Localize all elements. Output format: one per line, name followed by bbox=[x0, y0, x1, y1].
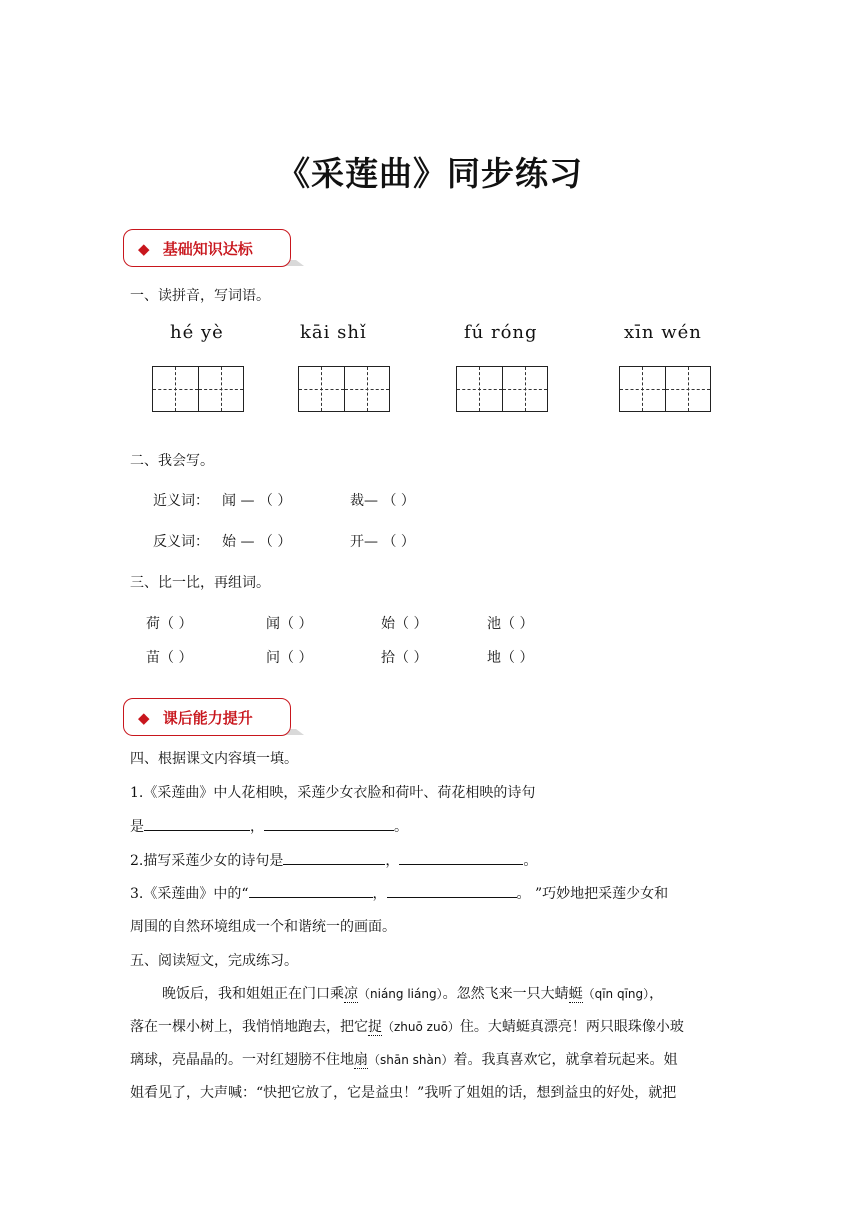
pinyin-choice[interactable]: （zhuō zuō） bbox=[382, 1020, 460, 1034]
writing-grid-1[interactable] bbox=[152, 366, 244, 412]
pinyin-1: hé yè bbox=[170, 322, 224, 343]
section-basic bbox=[123, 229, 291, 267]
answer-blank[interactable] bbox=[264, 816, 394, 831]
q4-item-3-line2: 周围的自然环境组成一个和谐统一的画面。 bbox=[130, 919, 396, 935]
q4-item-1: 1.《采莲曲》中人花相映，采莲少女衣脸和荷叶、荷花相映的诗句 bbox=[130, 785, 536, 801]
answer-blank[interactable] bbox=[144, 816, 250, 831]
pinyin-choice[interactable]: （qīn qīng） bbox=[582, 987, 650, 1001]
answer-blank[interactable] bbox=[387, 883, 517, 898]
compare-item[interactable]: 荷（ ） bbox=[146, 616, 193, 632]
pinyin-2: kāi shǐ bbox=[300, 322, 367, 343]
synonym-item-2[interactable]: 裁— （ ） bbox=[350, 493, 415, 509]
compare-item[interactable]: 拾（ ） bbox=[381, 650, 428, 666]
answer-blank[interactable] bbox=[283, 850, 385, 865]
section-basic-label: ◆ 基础知识达标 bbox=[138, 240, 253, 258]
answer-blank[interactable] bbox=[249, 883, 373, 898]
page-title: 《采莲曲》同步练习 bbox=[277, 154, 583, 193]
compare-item[interactable]: 地（ ） bbox=[487, 650, 534, 666]
compare-item[interactable]: 池（ ） bbox=[487, 616, 534, 632]
reading-line-3: 璃球，亮晶晶的。一对红翅膀不住地扇（shān shàn）着。我真喜欢它，就拿着玩起来。姐 bbox=[130, 1052, 678, 1068]
reading-line-1: 晚饭后，我和姐姐正在门口乘凉（niáng liáng）。忽然飞来一只大蜻蜓（qīn qīng）， bbox=[162, 986, 664, 1002]
antonym-item-2[interactable]: 开— （ ） bbox=[350, 534, 415, 550]
reading-line-4: 姐看见了，大声喊：“快把它放了，它是益虫！”我听了姐姐的话，想到益虫的好处，就把 bbox=[130, 1085, 677, 1101]
writing-grid-3[interactable] bbox=[456, 366, 548, 412]
synonym-label: 近义词： bbox=[153, 493, 209, 509]
question-5-heading: 五、阅读短文，完成练习。 bbox=[130, 953, 298, 969]
diamond-icon: ◆ bbox=[138, 709, 150, 727]
pinyin-3: fú róng bbox=[464, 322, 538, 343]
compare-item[interactable]: 始（ ） bbox=[381, 616, 428, 632]
section-advanced-label: ◆ 课后能力提升 bbox=[138, 709, 253, 727]
writing-grid-4[interactable] bbox=[619, 366, 711, 412]
antonym-item-1[interactable]: 始 — （ ） bbox=[222, 534, 292, 550]
reading-line-2: 落在一棵小树上，我悄悄地跑去，把它捉（zhuō zuō）住。大蜻蜓真漂亮！两只眼珠像小玻 bbox=[130, 1019, 684, 1035]
compare-item[interactable]: 苗（ ） bbox=[146, 650, 193, 666]
pinyin-choice[interactable]: （shān shàn） bbox=[368, 1053, 454, 1067]
antonym-label: 反义词： bbox=[153, 534, 209, 550]
section-advanced bbox=[123, 698, 291, 736]
target-char: 捉 bbox=[368, 1019, 382, 1035]
q4-item-3: 3.《采莲曲》中的“ ， 。 ”巧妙地把采莲少女和 bbox=[130, 883, 668, 903]
pinyin-choice[interactable]: （niáng liáng） bbox=[358, 987, 443, 1001]
compare-item[interactable]: 问（ ） bbox=[266, 650, 313, 666]
question-3-heading: 三、比一比，再组词。 bbox=[130, 575, 270, 591]
synonym-item-1[interactable]: 闻 — （ ） bbox=[222, 493, 292, 509]
question-2-heading: 二、我会写。 bbox=[130, 453, 214, 469]
target-char: 扇 bbox=[354, 1052, 368, 1068]
answer-blank[interactable] bbox=[399, 850, 523, 865]
diamond-icon: ◆ bbox=[138, 240, 150, 258]
q4-item-1-answer: 是 ， 。 bbox=[130, 816, 408, 836]
question-4-heading: 四、根据课文内容填一填。 bbox=[130, 751, 298, 767]
q4-item-2: 2.描写采莲少女的诗句是 ， 。 bbox=[130, 850, 537, 870]
compare-item[interactable]: 闻（ ） bbox=[266, 616, 313, 632]
pinyin-4: xīn wén bbox=[624, 322, 702, 343]
writing-grid-2[interactable] bbox=[298, 366, 390, 412]
target-char: 蜓 bbox=[568, 986, 583, 1002]
target-char: 凉 bbox=[344, 986, 358, 1002]
question-1-heading: 一、读拼音，写词语。 bbox=[130, 288, 270, 304]
